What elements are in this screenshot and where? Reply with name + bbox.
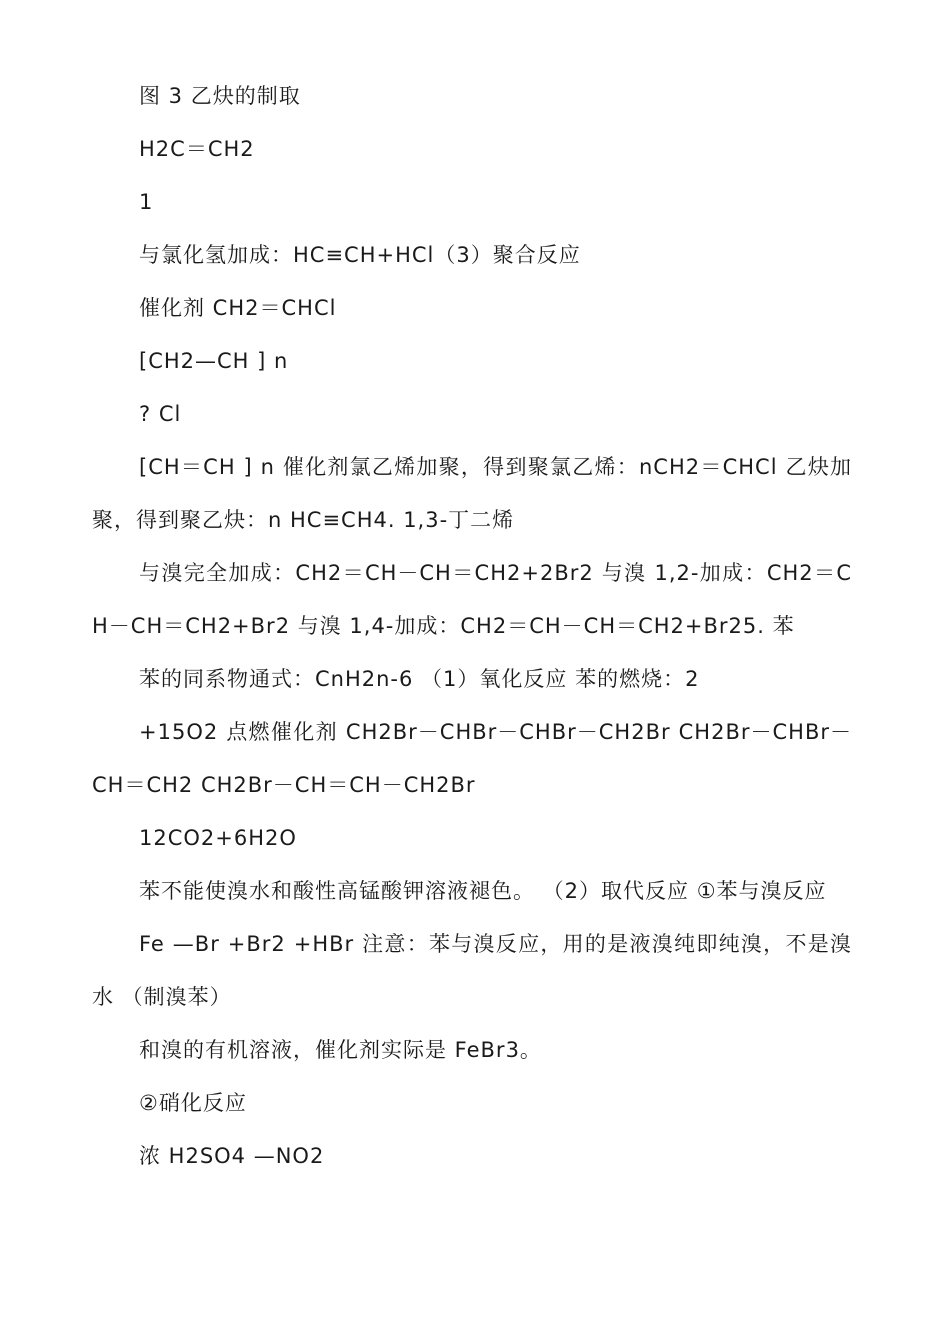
paragraph-nitration-formula: 浓 H2SO4 —NO2	[139, 1144, 325, 1168]
paragraph-polymerization: [CH＝CH ] n 催化剂氯乙烯加聚，得到聚氯乙烯：nCH2＝CHCl 乙炔加聚，得到聚乙炔：n HC≡CH4. 1,3-丁二烯	[92, 455, 852, 532]
paragraph-hcl-addition: 与氯化氢加成：HC≡CH+HCl（3）聚合反应	[139, 243, 581, 267]
paragraph-substitution: 苯不能使溴水和酸性高锰酸钾溶液褪色。 （2）取代反应 ①苯与溴反应	[139, 879, 827, 903]
paragraph-cl-substituent: ? Cl	[139, 402, 182, 426]
paragraph-butadiene-bromine: 与溴完全加成：CH2＝CH－CH＝CH2+2Br2 与溴 1,2-加成：CH2＝CH－CH＝CH2+Br2 与溴 1,4-加成：CH2＝CH－CH＝CH2+Br25. 苯	[92, 561, 852, 638]
paragraph-figure-caption: 图 3 乙炔的制取	[139, 84, 301, 108]
paragraph-formula-ethylene: H2C＝CH2	[139, 137, 255, 161]
paragraph-combustion: +15O2 点燃催化剂 CH2Br－CHBr－CHBr－CH2Br CH2Br－CHBr－CH＝CH2 CH2Br－CH＝CH－CH2Br	[92, 720, 852, 797]
paragraph-number: 1	[139, 190, 154, 214]
paragraph-bromination-note: Fe —Br +Br2 +HBr 注意：苯与溴反应，用的是液溴纯即纯溴，不是溴水 （制溴苯）	[92, 932, 852, 1009]
paragraph-polymer-unit: [CH2—CH ] n	[139, 349, 289, 373]
document-page	[92, 70, 852, 1183]
paragraph-combustion-products: 12CO2+6H2O	[139, 826, 297, 850]
paragraph-catalyst-vinyl-chloride: 催化剂 CH2＝CHCl	[139, 296, 337, 320]
paragraph-benzene-homologs: 苯的同系物通式：CnH2n-6 （1）氧化反应 苯的燃烧：2	[139, 667, 700, 691]
paragraph-catalyst-note: 和溴的有机溶液，催化剂实际是 FeBr3。	[139, 1038, 542, 1062]
paragraph-nitration: ②硝化反应	[139, 1091, 247, 1115]
